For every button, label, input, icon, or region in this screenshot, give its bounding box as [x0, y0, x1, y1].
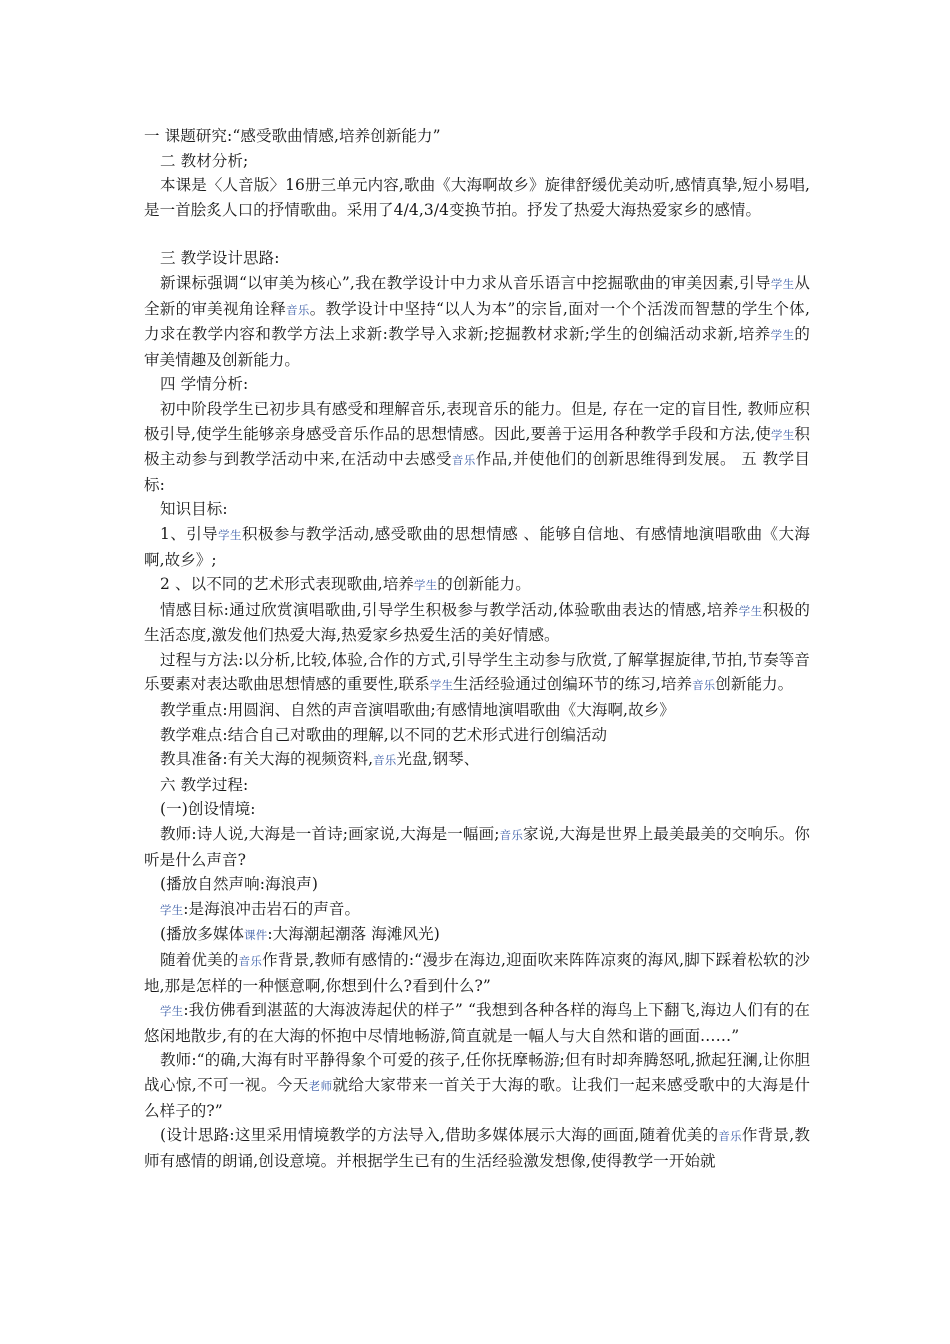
teacher-line-3: 教师:“的确,大海有时平静得象个可爱的孩子,任你抚摩畅游;但有时却奔腾怒吼,掀起狂澜,让你胆战心惊,不可一视。今天老师就给大家带来一首关于大海的歌。让我们一起来感受歌中的大海是什么样子的?” [144, 1051, 810, 1120]
paragraph-students: 初中阶段学生已初步具有感受和理解音乐,表现音乐的能力。但是, 存在一定的盲目性, 教师应积极引导,使学生能够亲身感受音乐作品的思想情感。因此,要善于运用各种教学手段和方法,使学生积极主动参与到教学活动中来,在活动中去感受音乐作品,并使他们的创新思维得到发展。 五 教学目标: [144, 399, 811, 494]
keyword-link[interactable]: 学生 [738, 603, 763, 618]
keyword-link[interactable]: 学生 [160, 1004, 184, 1019]
keyword-link[interactable]: 学生 [218, 527, 242, 542]
keyword-link[interactable]: 学生 [160, 902, 184, 917]
paragraph-design: 新课标强调“以审美为核心”,我在教学设计中力求从音乐语言中挖掘歌曲的审美因素,引导学生从全新的审美视角诠释音乐。教学设计中坚持“以人为本”的宗旨,面对一个个活泼而智慧的学生个体,力求在教学内容和教学方法上求新:教学导入求新;挖掘教材求新;学生的创编活动求新,培养学生的审美情趣及创新能力。 [144, 273, 811, 369]
teacher-line-2: 随着优美的音乐作背景,教师有感情的:“漫步在海边,迎面吹来阵阵凉爽的海风,脚下踩着松软的沙地,那是怎样的一种惬意啊,你想到什么?看到什么?” [144, 951, 810, 995]
play-note-1: (播放自然声响:海浪声) [160, 875, 319, 894]
emotion-goal: 情感目标:通过欣赏演唱歌曲,引导学生积极参与教学活动,体验歌曲表达的情感,培养学生积极的生活态度,激发他们热爱大海,热爱家乡热爱生活的美好情感。 [144, 600, 811, 645]
document-page [144, 124, 810, 1173]
student-line-1: 学生:是海浪冲击岩石的声音。 [160, 899, 361, 918]
knowledge-goal-label: 知识目标: [160, 500, 228, 519]
step-heading-1: (一)创设情境: [160, 800, 256, 819]
keyword-link[interactable]: 学生 [414, 578, 438, 593]
keyword-link[interactable]: 学生 [770, 328, 795, 343]
paragraph-analysis: 本课是〈人音版〉16册三单元内容,歌曲《大海啊故乡》旋律舒缓优美动听,感情真挚,短小易唱,是一首脍炙人口的抒情歌曲。采用了4/4,3/4变换节拍。抒发了热爱大海热爱家乡的感情。 [144, 176, 810, 219]
section-heading-3: 三 教学设计思路: [160, 249, 280, 268]
design-note: (设计思路:这里采用情境教学的方法导入,借助多媒体展示大海的画面,随着优美的音乐作背景,教师有感情的朗诵,创设意境。并根据学生已有的生活经验激发想像,使得教学一开始就 [144, 1126, 810, 1170]
section-heading-6: 六 教学过程: [160, 775, 249, 794]
process-goal: 过程与方法:以分析,比较,体验,合作的方式,引导学生主动参与欣赏,了解掌握旋律,节拍,节奏等音乐要素对表达歌曲思想情感的重要性,联系学生生活经验通过创编环节的练习,培养音乐创新能力。 [144, 650, 810, 694]
keyword-link[interactable]: 学生 [429, 678, 454, 693]
section-heading-1: 一 课题研究:“感受歌曲情感,培养创新能力” [144, 127, 441, 145]
section-heading-2: 二 教材分析; [160, 151, 249, 170]
blank-line [144, 222, 810, 246]
keyword-link[interactable]: 音乐 [451, 453, 476, 468]
student-line-2: 学生:我仿佛看到湛蓝的大海波涛起伏的样子” “我想到各种各样的海鸟上下翻飞,海边人们有的在悠闲地散步,有的在大海的怀抱中尽情地畅游,简直就是一幅人与大自然和谐的画面……” [144, 1001, 810, 1045]
keyword-link[interactable]: 学生 [771, 427, 795, 442]
keyword-link[interactable]: 音乐 [286, 302, 310, 317]
goal-item-1: 1、引导学生积极参与教学活动,感受歌曲的思想情感 、能够自信地、有感情地演唱歌曲《大海啊,故乡》; [144, 524, 810, 569]
section-heading-4: 四 学情分析: [160, 375, 249, 394]
teaching-difficulty: 教学难点:结合自己对歌曲的理解,以不同的艺术形式进行创编活动 [160, 725, 608, 744]
teacher-line-1: 教师:诗人说,大海是一首诗;画家说,大海是一幅画;音乐家说,大海是世界上最美最美的交响乐。你听是什么声音? [144, 825, 810, 869]
play-note-2: (播放多媒体课件:大海潮起潮落 海滩风光) [160, 925, 440, 944]
keyword-link[interactable]: 音乐 [373, 753, 397, 768]
goal-item-2: 2 、以不同的艺术形式表现歌曲,培养学生的创新能力。 [160, 575, 531, 594]
teaching-key-point: 教学重点:用圆润、自然的声音演唱歌曲;有感情地演唱歌曲《大海啊,故乡》 [160, 701, 675, 720]
keyword-link[interactable]: 课件 [244, 928, 268, 943]
keyword-link[interactable]: 音乐 [499, 828, 523, 843]
keyword-link[interactable]: 音乐 [718, 1129, 742, 1144]
keyword-link[interactable]: 老师 [308, 1078, 333, 1093]
keyword-link[interactable]: 音乐 [692, 678, 716, 693]
keyword-link[interactable]: 学生 [770, 276, 795, 291]
keyword-link[interactable]: 音乐 [238, 954, 263, 968]
teaching-tools: 教具准备:有关大海的视频资料,音乐光盘,钢琴、 [160, 750, 480, 769]
